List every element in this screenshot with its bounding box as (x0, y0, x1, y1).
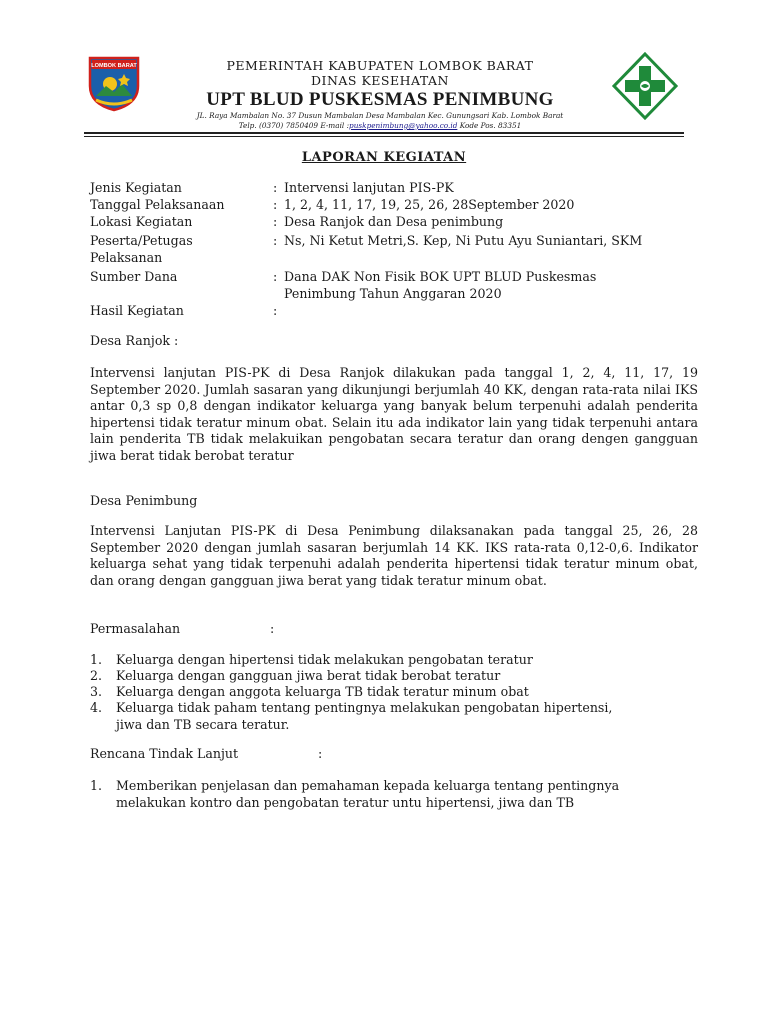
section-heading-penimbung: Desa Penimbung (90, 493, 198, 508)
letterhead-divider-thick (84, 132, 684, 134)
list-item: Keluarga dengan gangguan jiwa berat tidak berobat teratur (116, 668, 501, 683)
field-colon: : (273, 197, 278, 212)
contact-prefix: Telp. (0370) 7850409 E-mail : (238, 121, 350, 130)
field-value-peserta: Ns, Ni Ketut Metri,S. Kep, Ni Putu Ayu Suniantari, SKM (284, 233, 643, 248)
section-colon: : (270, 621, 275, 636)
paragraph-penimbung: Intervensi Lanjutan PIS-PK di Desa Penimbung dilaksanakan pada tanggal 25, 26, 28 September 2020 dengan jumlah sasaran berjumlah 14 KK. IKS rata-rata 0,12-0,6. Indikator keluarga sehat yang tidak terpenuhi adalah penderita hipertensi tidak teratur minum obat, dan orang dengan gangguan jiwa berat yang tidak teratur minum obat. (90, 523, 698, 588)
field-label-jenis: Jenis Kegiatan (90, 180, 182, 195)
list-item-continuation: jiwa dan TB secara teratur. (116, 717, 290, 732)
field-colon: : (273, 180, 278, 195)
letterhead-government: PEMERINTAH KABUPATEN LOMBOK BARAT (226, 58, 534, 73)
list-number: 1. (90, 652, 103, 667)
field-colon: : (273, 269, 278, 284)
field-label-tanggal: Tanggal Pelaksanaan (90, 197, 225, 212)
letterhead-contact (150, 121, 610, 131)
list-number: 3. (90, 684, 103, 699)
field-value-lokasi: Desa Ranjok dan Desa penimbung (284, 214, 504, 229)
field-label-lokasi: Lokasi Kegiatan (90, 214, 193, 229)
letterhead (150, 58, 610, 131)
field-value-sumber-dana-line2: Penimbung Tahun Anggaran 2020 (284, 286, 502, 301)
section-heading-rencana: Rencana Tindak Lanjut (90, 746, 239, 761)
field-colon: : (273, 233, 278, 248)
email-link[interactable]: puskpenimbung@yahoo.co.id (349, 121, 458, 130)
document-title: LAPORAN KEGIATAN (301, 150, 467, 165)
field-colon: : (273, 303, 278, 318)
section-heading-permasalahan: Permasalahan (90, 621, 181, 636)
svg-text:LOMBOK BARAT: LOMBOK BARAT (91, 63, 137, 69)
lombok-barat-emblem-icon (88, 56, 140, 112)
list-number: 4. (90, 700, 103, 715)
list-item: Keluarga dengan hipertensi tidak melakukan pengobatan teratur (116, 652, 533, 667)
paragraph-ranjok: Intervensi lanjutan PIS-PK di Desa Ranjok dilakukan pada tanggal 1, 2, 4, 11, 17, 19 September 2020. Jumlah sasaran yang dikunjungi berjumlah 40 KK, dengan rata-rata nilai IKS antar 0,3 sp 0,8 dengan indikator keluarga yang banyak belum terpenuhi adalah penderita hipertensi tidak teratur minum obat. Selain itu ada indikator lain yang tidak terpenuhi antara lain penderita TB tidak melakuikan pengobatan secara teratur dan orang dengen gangguan jiwa berat tidak berobat teratur (90, 365, 698, 463)
field-value-sumber-dana: Dana DAK Non Fisik BOK UPT BLUD Puskesmas (284, 269, 597, 284)
field-label-peserta-line2: Pelaksanan (90, 250, 163, 265)
field-value-jenis: Intervensi lanjutan PIS-PK (284, 180, 454, 195)
puskesmas-cross-icon (612, 52, 678, 120)
letterhead-department: DINAS KESEHATAN (311, 73, 449, 88)
field-label-peserta: Peserta/Petugas (90, 233, 193, 248)
contact-suffix: Kode Pos. 83351 (457, 121, 522, 130)
field-label-sumber-dana: Sumber Dana (90, 269, 178, 284)
list-item: Keluarga tidak paham tentang pentingnya melakukan pengobatan hipertensi, (116, 700, 613, 715)
section-heading-ranjok: Desa Ranjok : (90, 333, 179, 348)
list-item-continuation: melakukan kontro dan pengobatan teratur untu hipertensi, jiwa dan TB (116, 795, 575, 810)
field-label-hasil: Hasil Kegiatan (90, 303, 184, 318)
field-value-tanggal: 1, 2, 4, 11, 17, 19, 25, 26, 28September 2020 (284, 197, 575, 212)
list-number: 2. (90, 668, 103, 683)
letterhead-institution: UPT BLUD PUSKESMAS PENIMBUNG (206, 89, 554, 110)
list-item: Keluarga dengan anggota keluarga TB tidak teratur minum obat (116, 684, 529, 699)
letterhead-address: JL. Raya Mambalan No. 37 Dusun Mambalan Desa Mambalan Kec. Gunungsari Kab. Lombok Barat (196, 111, 564, 120)
field-colon: : (273, 214, 278, 229)
list-item: Memberikan penjelasan dan pemahaman kepada keluarga tentang pentingnya (116, 778, 620, 793)
list-number: 1. (90, 778, 103, 793)
section-colon: : (318, 746, 323, 761)
letterhead-divider-thin (84, 136, 684, 137)
